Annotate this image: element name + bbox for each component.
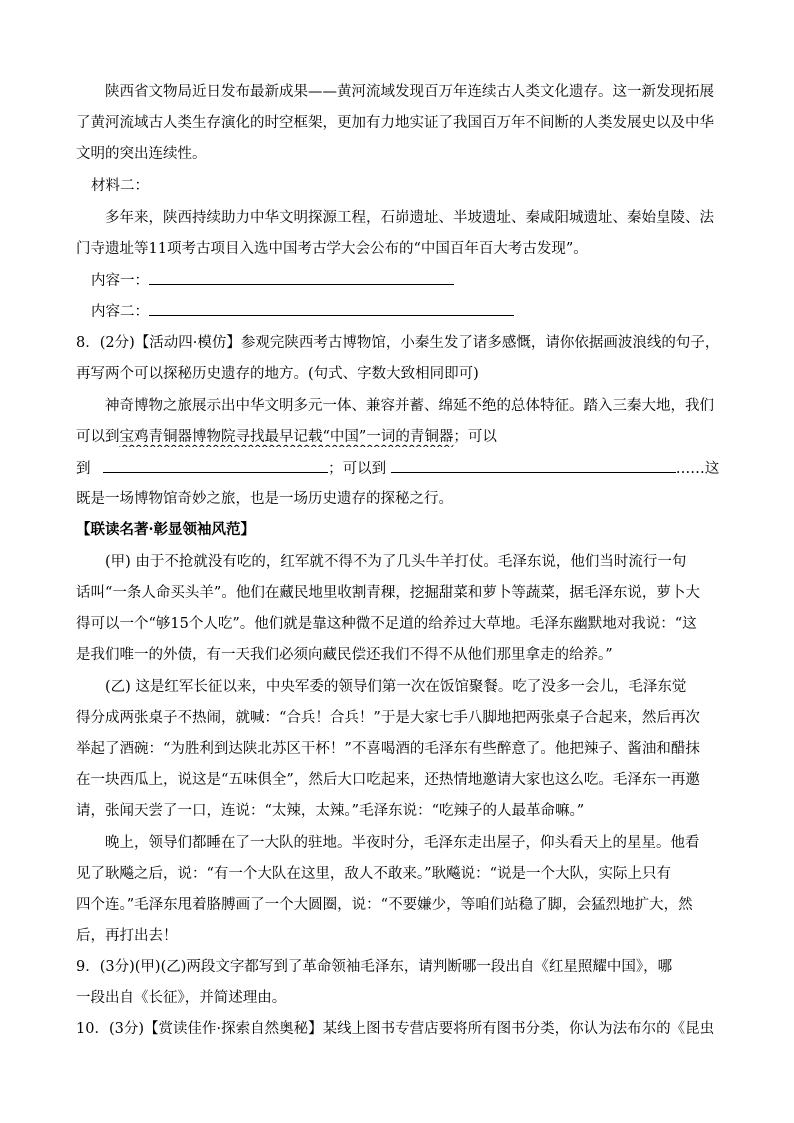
content-one-blank[interactable] — [149, 270, 454, 285]
paragraph-line: 得分成两张桌子不热闹，就喊：“合兵！合兵！”于是大家七手八脚地把两张桌子合起来，然后再次 — [76, 710, 700, 726]
paragraph-line: 得可以一个“够15个人吃”。他们就是靠这种微不足道的给养过大草地。毛泽东幽默地对我说：“这 — [76, 616, 697, 632]
content-two-row — [76, 301, 751, 321]
paragraph-line: 文明的突出连续性。 — [76, 146, 207, 162]
paragraph-line: (乙) 这是红军长征以来，中央军委的领导们第一次在饭馆聚餐。吃了没多一会儿，毛泽东觉 — [105, 679, 687, 695]
paragraph-line: 话叫“一条人命买头羊”。他们在藏民地里收割青稞，挖掘甜菜和萝卜等蔬菜，据毛泽东说，萝卜大 — [76, 585, 700, 601]
question-8-line: 8．(2分)【活动四·模仿】参观完陕西考古博物馆，小秦生发了诸多感慨，请你依据画波浪线的句子， — [76, 335, 720, 351]
question-8-line: 再写两个可以探秘历史遗存的地方。(句式、字数大致相同即可) — [76, 366, 479, 382]
fill-in-line — [76, 458, 736, 478]
paragraph-line: 请，张闻天尝了一口，连说：“太辣，太辣。”毛泽东说：“吃辣子的人最革命嘛。” — [76, 803, 585, 819]
wavy-underlined-sentence: 宝鸡青铜器博物院寻找最早记载“中国”一词的青铜器 — [119, 429, 454, 445]
answer-blank-1[interactable] — [103, 458, 328, 473]
question-9-line: 9．(3分)(甲)(乙)两段文字都写到了革命领袖毛泽东，请判断哪一段出自《红星照耀中国》，哪 — [76, 959, 673, 975]
question-9-line: 一段出自《长征》，并简述理由。 — [76, 990, 287, 1006]
text-segment: ；可以 — [453, 429, 497, 445]
paragraph-line: 多年来，陕西持续助力中华文明探源工程，石峁遗址、半坡遗址、秦咸阳城遗址、秦始皇陵、法 — [105, 210, 714, 226]
paragraph-line: 既是一场博物馆奇妙之旅，也是一场历史遗存的探秘之行。 — [76, 491, 453, 507]
paragraph-line: 四个连。”毛泽东甩着胳膊画了一个大圆圈，说：“不要嫌少，等咱们站稳了脚，会猛烈地扩大，然 — [76, 897, 693, 913]
paragraph-line: 见了耿飚之后，说：“有一个大队在这里，敌人不敢来。”耿飚说：“说是一个大队，实际上只有 — [76, 866, 671, 882]
paragraph-line: 在一块西瓜上，说这是“五味俱全”，然后大口吃起来，还热情地邀请大家也这么吃。毛泽东一再邀 — [76, 772, 700, 788]
text-segment: ……这 — [675, 461, 720, 477]
content-one-row — [76, 270, 751, 290]
section-heading: 【联读名著·彰显领袖风范】 — [76, 521, 256, 538]
question-10-line: 10．(3分)【赏读佳作·探索自然奥秘】某线上图书专营店要将所有图书分类，你认为法布尔的《昆虫 — [76, 1021, 715, 1037]
material-label: 材料二： — [91, 178, 149, 194]
paragraph-line: 门寺遗址等11项考古项目入选中国考古学大会公布的“中国百年百大考古发现”。 — [76, 241, 588, 257]
content-two-label: 内容二： — [91, 304, 149, 320]
text-segment: 可以到 — [76, 429, 120, 445]
paragraph-line: (甲) 由于不抢就没有吃的，红军就不得不为了几头牛羊打仗。毛泽东说，他们当时流行一句 — [105, 554, 687, 570]
paragraph-line: 了黄河流域古人类生存演化的时空框架，更加有力地实证了我国百万年不间断的人类发展史以及中华 — [76, 115, 714, 131]
answer-blank-2[interactable] — [391, 458, 676, 473]
paragraph-line: 晚上，领导们都睡在了一大队的驻地。半夜时分，毛泽东走出屋子，仰头看天上的星星。他看 — [105, 835, 700, 851]
paragraph-line: 神奇博物之旅展示出中华文明多元一体、兼容并蓄、绵延不绝的总体特征。踏入三秦大地，我们 — [105, 398, 714, 414]
content-one-label: 内容一： — [91, 273, 149, 289]
paragraph-line: 陕西省文物局近日发布最新成果——黄河流域发现百万年连续古人类文化遗存。这一新发现拓展 — [105, 84, 714, 100]
text-segment: ；可以到 — [328, 461, 387, 477]
content-two-blank[interactable] — [149, 301, 514, 316]
wavy-sentence-line — [76, 427, 736, 447]
text-segment: 到 — [76, 461, 91, 477]
paragraph-line: 举起了酒碗：“为胜利到达陕北苏区干杯！”不喜喝酒的毛泽东有些醉意了。他把辣子、酱油和醋抹 — [76, 741, 700, 757]
paragraph-line: 是我们唯一的外债，有一天我们必须向藏民偿还我们不得不从他们那里拿走的给养。” — [76, 647, 613, 663]
paragraph-line: 后，再打出去！ — [76, 928, 178, 944]
